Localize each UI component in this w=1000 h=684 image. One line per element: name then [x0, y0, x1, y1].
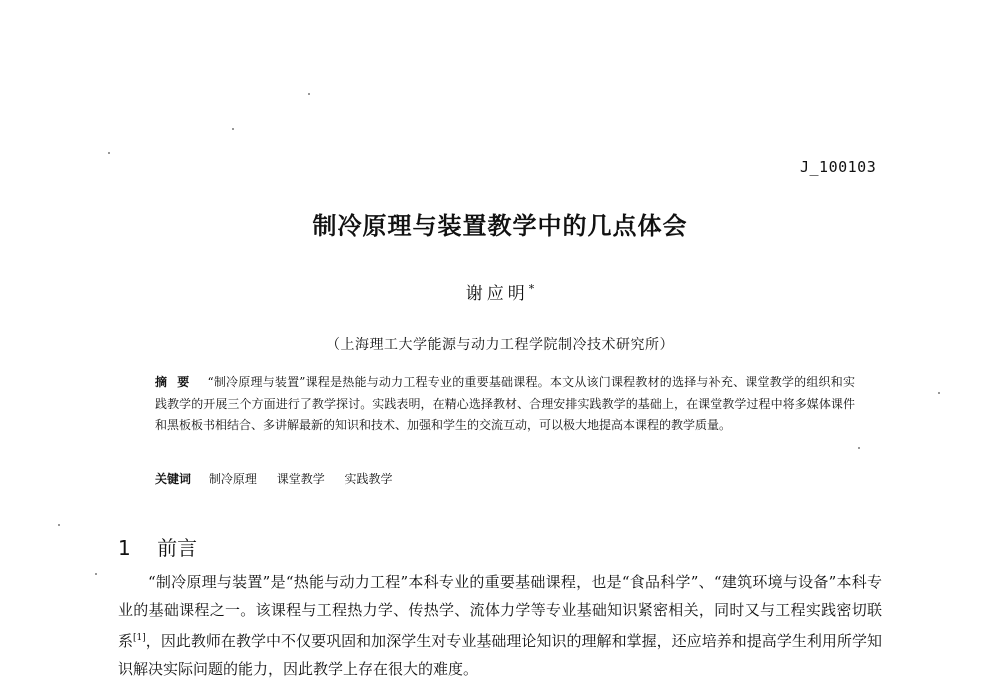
abstract: [155, 372, 855, 437]
section-title: 前言: [157, 536, 198, 560]
body-text-part-2: ，因此教师在教学中不仅要巩固和加深学生对专业基础理论知识的理解和掌握，还应培养和提高学生利用所学知识解决实际问题的能力，因此教学上存在很大的难度。: [118, 632, 882, 678]
scan-speck: [95, 573, 97, 575]
document-id: J_100103: [800, 158, 877, 176]
keywords: [155, 470, 855, 487]
section-number: 1: [118, 536, 131, 560]
body-text-part-1: “制冷原理与装置”是“热能与动力工程”本科专业的重要基础课程，也是“食品科学”、“建筑环境与设备”本科专业的基础课程之一。该课程与工程热力学、传热学、流体力学等专业基础知识紧密相关，同时又与工程实践密切联系: [118, 573, 882, 650]
scan-speck: [938, 392, 940, 394]
author-footnote-mark: *: [528, 282, 535, 296]
affiliation: （上海理工大学能源与动力工程学院制冷技术研究所）: [326, 337, 674, 353]
keyword-item: 课堂教学: [276, 472, 325, 486]
scan-speck: [58, 524, 60, 526]
section-heading: [118, 532, 197, 561]
scan-speck: [308, 93, 310, 95]
scan-speck: [232, 128, 234, 130]
scan-speck: [108, 152, 110, 154]
keywords-label: 关键词: [155, 472, 192, 486]
author-name: 谢应明: [465, 284, 529, 304]
keyword-item: 实践教学: [344, 472, 393, 486]
abstract-label: 摘要: [155, 375, 200, 389]
keyword-item: 制冷原理: [208, 472, 257, 486]
abstract-text: “制冷原理与装置”课程是热能与动力工程专业的重要基础课程。本文从该门课程教材的选择与补充、课堂教学的组织和实践教学的开展三个方面进行了教学探讨。实践表明，在精心选择教材、合理安排实践教学的基础上，在课堂教学过程中将多媒体课件和黑板板书相结合、多讲解最新的知识和技术、加强和学生的交流互动，可以极大地提高本课程的教学质量。: [155, 375, 855, 432]
author-line: [0, 279, 1000, 304]
citation-ref: [1]: [133, 633, 146, 643]
paper-title: 制冷原理与装置教学中的几点体会: [312, 212, 688, 240]
scan-speck: [858, 447, 860, 449]
body-paragraph: [118, 568, 882, 683]
